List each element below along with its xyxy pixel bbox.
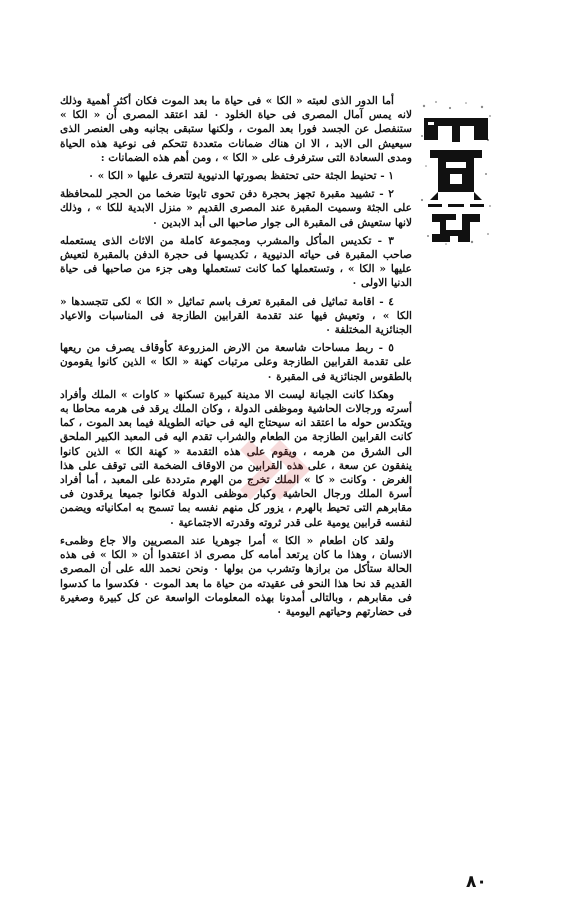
ka-hieroglyph-icon [416, 96, 496, 252]
paragraph-item-2: ٢ - تشييد مقبرة تجهز بحجرة دفن تحوى تابوتا ضخما من الحجر للمحافظة على الجثة وسميت المقبرة عند المصرى القديم « منزل الابدية للكا » ، وذلك لانها ستعيش فى المقبرة الى جوار صاحبها الى أبد الابدين ٠ [60, 188, 412, 229]
paragraph-item-3: ٣ - تكديس المأكل والمشرب ومجموعة كاملة من الاثاث الذى يستعمله صاحب المقبرة فى حياته الدنيوية ، تكديسها فى حجرة الدفن بالمقبرة لتعيش عليها « الكا » ، وتستعملها كما كانت تستعملها وهى جزء من صاحبها فى حياة الدنيا الاولى ٠ [60, 234, 412, 290]
paragraph-ka-role: أما الدور الذى لعبته « الكا » فى حياة ما بعد الموت فكان أكثر أهمية وذلك لانه يمس آمال المصرى فى حياة الخلود ٠ لقد اعتقد المصرى أن « الكا » ستنفصل عن الجسد فورا بعد الموت ، ولكنها ستبقى بجانبه وهى العنصر الذى سيعيش الى الابد ، الا ان هناك ضمانات متعددة تتحكم فى نوعية هذه الحياة ومدى السعادة التى سترفرف على « الكا » ، ومن أهم هذه الضمانات : [60, 95, 412, 164]
hieroglyph-figure [416, 96, 496, 252]
page-number: ٨٠ [466, 872, 487, 892]
paragraph-item-5: ٥ - ربط مساحات شاسعة من الارض المزروعة كأوقاف يصرف من ريعها على تقدمة القرابين الطازجة وعلى مرتبات كهنة « الكا » الذين كانوا يقومون بالطقوس الجنائزية فى المقبرة ٠ [60, 342, 412, 383]
paragraph-item-1: ١ - تحنيط الجثة حتى تحتفظ بصورتها الدنيوية لتتعرف عليها « الكا » ٠ [88, 170, 394, 183]
paragraph-necropolis: وهكذا كانت الجبانة ليست الا مدينة كبيرة تسكنها « كاوات » الملك وأفراد أسرته ورجالات الحاشية وموظفى الدولة ، وكان الملك يرقد فى هرمه محاطا به ويتكدس حوله ما اعتقد انه سيحتاج اليه فى حياته الطويلة فيما بعد الموت ، كما كانت القرابين الطازجة من الطعام والشراب تقدم اليه فى المعبد الكبير الملحق الى الشرق من هرمه ، ويقوم على هذه التقدمة « كهنة الكا » الذين كانوا ينفقون عن سعة ، على هذه القرابين من الاوقاف الضخمة التى توقف على هذا الغرض ٠ وكانت « كا » الملك تخرج من الهرم مترددة على المعبد ، أما أفراد أسرة الملك ورجال الحاشية وكبار موظفى الدولة فكانوا جميعا يرقدون فى مقابرهم التى تحيط بالهرم ، يزور كل منهم نفسه بما تسمح به امكانياته ويضمن لنفسه قرابين يومية على قدر ثروته وقدرته الاجتماعية ٠ [60, 388, 412, 529]
paragraph-feeding-ka: ولقد كان اطعام « الكا » أمرا جوهريا عند المصريين والا جاع وظمىء الانسان ، وهذا ما كان يرتعد أمامه كل مصرى اذ اعتقدوا أن « الكا » فى هذه الحالة ستأكل من برازها وتشرب من بولها ٠ ونحن نحمد الله على أن المصرى القديم قد نحا هذا النحو فى عقيدته من حياة ما بعد الموت ٠ فكدسوا ما كدسوا فى مقابرهم ، وبالتالى أمدونا بهذه المعلومات الواسعة عن كل كبيرة وصغيرة فى حضارتهم وحياتهم اليومية ٠ [60, 534, 412, 618]
article-body [60, 94, 412, 623]
paragraph-item-4: ٤ - اقامة تماثيل فى المقبرة تعرف باسم تماثيل « الكا » لكى تتجسدها « الكا » ، وتعيش فيها عند تقدمة القرابين الطازجة فى المناسبات والاعياد الجنائزية المختلفة ٠ [60, 295, 412, 337]
